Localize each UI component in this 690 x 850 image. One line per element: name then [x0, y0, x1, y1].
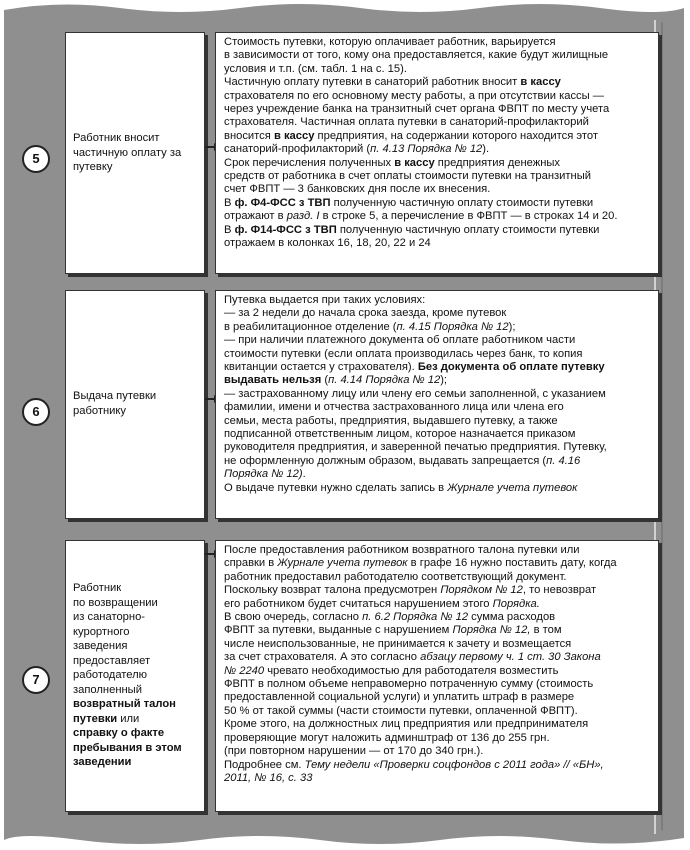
text-line: вносится в кассу предприятия, на содержании которого находится этот: [224, 129, 598, 142]
text-line: О выдаче путевки нужно сделать запись в Журнале учета путевок: [224, 481, 578, 494]
text-line: средств от работника в счет оплаты стоимости путевки на транзитный: [224, 170, 591, 183]
text-line: Кроме этого, на должностных лиц предприятия или предпринимателя: [224, 718, 589, 731]
action-line: по возвращении: [73, 596, 158, 609]
text-line: его работником будет считаться нарушением этого Порядка.: [224, 597, 540, 610]
action-line: заполненный: [73, 683, 142, 696]
action-line-mixed: [73, 712, 200, 727]
text-line: числе неиспользованные, не принимается к зачету и возмещается: [224, 637, 572, 650]
action-line: заведения: [73, 640, 128, 652]
step-5-description: [215, 32, 659, 274]
text-line: квитанции остается у страхователя). Без документа об оплате путевку: [224, 361, 605, 374]
text-line: Срок перечисления полученных в кассу предприятия денежных: [224, 156, 561, 169]
text-line: выдавать нельзя (п. 4.14 Порядка № 12);: [224, 374, 448, 387]
text-line: стоимости путевки (если оплата производилась через банк, то копия: [224, 347, 583, 360]
text-line: руководителя предприятия, и заверенной печатью предприятия. Путевку,: [224, 441, 607, 454]
text-line: Путевка выдается при таких условиях:: [224, 294, 426, 306]
text-line: ФВПТ за путевки, выданные с нарушением Порядка № 12, в том: [224, 624, 562, 637]
text-line: в реабилитационное отделение (п. 4.15 Порядка № 12);: [224, 320, 516, 333]
text-line: в зависимости от того, кому она предоставляется, какие будут жилищные: [224, 49, 609, 62]
step-6-description: [215, 290, 659, 519]
text-line: условия и т.п. (см. табл. 1 на с. 15).: [224, 62, 407, 75]
text-line: 2011, № 16, с. 33: [224, 771, 313, 784]
text-line: — застрахованному лицу или члену его семьи заполненной, с указанием: [224, 387, 606, 400]
text-line: отражаем в колонках 16, 18, 20, 22 и 24: [224, 237, 431, 250]
text-line: предоставленной социальной услуги) и уплатить штраф в размере: [224, 691, 575, 704]
action-line-bold: справку о факте: [73, 727, 165, 739]
text-line: фамилии, имени и отчества застрахованного лица или члена его: [224, 401, 564, 414]
text-line: не оформленную должным образом, выдавать запрещается (п. 4.16: [224, 454, 581, 467]
action-line: предоставляет: [73, 654, 151, 667]
text-line: страхователя по его основному месту работы, а при отсутствии кассы —: [224, 89, 604, 102]
action-line-bold: заведении: [73, 756, 132, 768]
step-6-action-box: [65, 290, 205, 519]
step-7-action-box: [65, 540, 205, 812]
text-line: через учреждение банка на транзитный счет органа ФВПТ по месту учета: [224, 103, 610, 116]
text-line: справки в Журнале учета путевок в графе 16 нужно поставить дату, когда: [224, 557, 617, 570]
step-6-action-text: Выдача путевки работнику: [73, 390, 157, 417]
action-line: работодателю: [73, 669, 148, 681]
step-number-5: 5: [22, 145, 50, 173]
text-line: — при наличии платежного документа об оплате работником части: [224, 334, 576, 347]
action-line-bold: пребывания в этом: [73, 741, 182, 754]
text-line: страхователя. Частичная оплата путевки в санаторий-профилакторий: [224, 116, 589, 129]
step-number-7: 7: [22, 666, 50, 694]
text-line: за счет страхователя. А это согласно абзацу первому ч. 1 ст. 30 Закона: [224, 651, 601, 664]
text-line: (при повторном нарушении — от 170 до 340 грн.).: [224, 745, 484, 758]
text-line: счет ФВПТ — 3 банковских дня после их внесения.: [224, 183, 491, 196]
text-line: — за 2 недели до начала срока заезда, кроме путевок: [224, 307, 507, 320]
text-line: проверяющие могут наложить админштраф от 136 до 255 грн.: [224, 731, 550, 744]
text-line: работник предоставил работодателю соответствующий документ.: [224, 570, 567, 583]
action-line-bold: возвратный талон: [73, 698, 176, 710]
step-7-description: [215, 540, 659, 812]
text-line: Порядка № 12).: [224, 468, 306, 481]
text-line: В ф. Ф4-ФСС з ТВП полученную частичную оплату стоимости путевки: [224, 196, 594, 209]
text-line: № 2240 чревато необходимостью для работодателя возместить: [224, 664, 559, 677]
text-line: Частичную оплату путевки в санаторий работник вносит в кассу: [224, 76, 561, 89]
text-line: ФВПТ в полном объеме неправомерно потраченную сумму (стоимость: [224, 678, 594, 691]
text-line: отражают в разд. І в строке 5, а перечисление в ФВПТ — в строках 14 и 20.: [224, 210, 618, 223]
action-line: Работник: [73, 582, 122, 594]
step-number-6: 6: [22, 398, 50, 426]
action-line: курортного: [73, 625, 130, 638]
action-line: путевки или: [73, 712, 140, 725]
text-line: подписанной ответственным лицом, которое назначается приказом: [224, 428, 576, 441]
action-line: из санаторно-: [73, 611, 146, 623]
step-5-action-text: Работник вносит частичную оплату за путевку: [73, 132, 182, 173]
text-line: семьи, места работы, предприятия, выдавшего путевку, а также: [224, 414, 558, 427]
text-line: После предоставления работником возвратного талона путевки или: [224, 544, 580, 556]
text-line: санаторий-профилакторий (п. 4.13 Порядка № 12).: [224, 143, 490, 156]
text-line: Поскольку возврат талона предусмотрен Порядком № 12, то невозврат: [224, 584, 597, 597]
text-line: Стоимость путевки, которую оплачивает работник, варьируется: [224, 36, 556, 48]
text-line: В ф. Ф14-ФСС з ТВП полученную частичную оплату стоимости путевки: [224, 223, 600, 236]
step-7-action-text: [73, 581, 200, 770]
step-5-action-box: [65, 32, 205, 274]
text-line: 50 % от такой суммы (части стоимости путевки, оплаченной ФВПТ).: [224, 704, 578, 717]
text-line: В свою очередь, согласно п. 6.2 Порядка № 12 сумма расходов: [224, 611, 556, 624]
text-line: Подробнее см. Тему недели «Проверки соцфондов с 2011 года» // «БН»,: [224, 758, 604, 771]
